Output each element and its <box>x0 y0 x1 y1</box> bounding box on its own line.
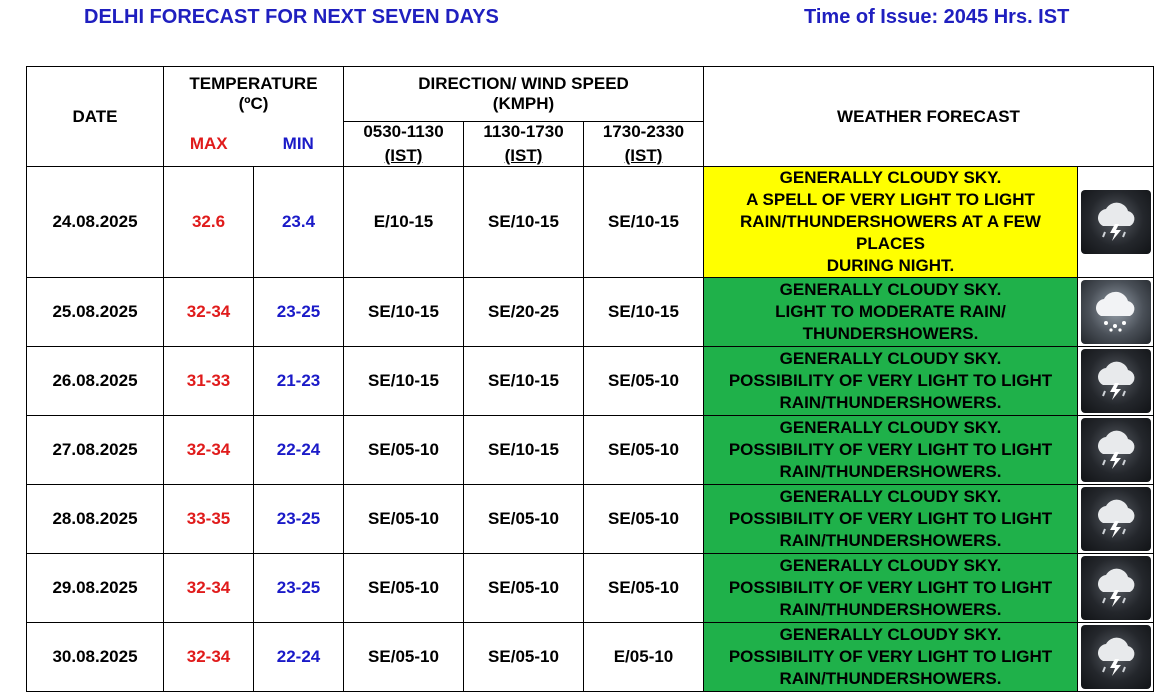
date-cell: 28.08.2025 <box>27 485 164 554</box>
wind-slot3-cell: SE/05-10 <box>584 554 704 623</box>
wind-slot2-cell: SE/05-10 <box>464 554 584 623</box>
wind-slot3-cell: E/05-10 <box>584 623 704 692</box>
forecast-line: GENERALLY CLOUDY SKY. <box>779 280 1002 299</box>
min-header: MIN <box>254 122 344 167</box>
forecast-line: RAIN/THUNDERSHOWERS. <box>779 462 1002 481</box>
forecast-line: POSSIBILITY OF VERY LIGHT TO LIGHT <box>728 440 1053 459</box>
date-cell: 24.08.2025 <box>27 167 164 278</box>
weather-icon-cell <box>1078 167 1154 278</box>
date-header: DATE <box>27 67 164 167</box>
forecast-line: GENERALLY CLOUDY SKY. <box>779 625 1002 644</box>
wind-slot1-cell: SE/10-15 <box>344 278 464 347</box>
date-cell: 27.08.2025 <box>27 416 164 485</box>
wind-slot1-cell: E/10-15 <box>344 167 464 278</box>
issue-time: Time of Issue: 2045 Hrs. IST <box>804 6 1070 28</box>
wind-header-line2: (KMPH) <box>492 94 555 113</box>
weather-icon-cell <box>1078 278 1154 347</box>
forecast-line: GENERALLY CLOUDY SKY. <box>779 349 1002 368</box>
slot3-time: 1730-2330 <box>602 122 685 141</box>
slot1-header <box>344 122 464 167</box>
forecast-line: DURING NIGHT. <box>826 256 955 275</box>
max-header: MAX <box>164 122 254 167</box>
wind-slot2-cell: SE/10-15 <box>464 167 584 278</box>
min-temp-cell: 21-23 <box>254 347 344 416</box>
thunderstorm-icon <box>1081 625 1151 689</box>
forecast-table <box>26 66 1154 692</box>
min-temp-cell: 22-24 <box>254 416 344 485</box>
wind-slot1-cell: SE/10-15 <box>344 347 464 416</box>
max-temp-cell: 33-35 <box>164 485 254 554</box>
temperature-header-line2: (ºC) <box>238 94 269 114</box>
wind-slot3-cell: SE/10-15 <box>584 167 704 278</box>
forecast-line: GENERALLY CLOUDY SKY. <box>779 556 1002 575</box>
weather-icon-cell <box>1078 416 1154 485</box>
date-cell: 30.08.2025 <box>27 623 164 692</box>
forecast-line: RAIN/THUNDERSHOWERS AT A FEW PLACES <box>740 212 1041 253</box>
forecast-line: POSSIBILITY OF VERY LIGHT TO LIGHT <box>728 647 1053 666</box>
slot2-ist: (IST) <box>504 146 543 165</box>
forecast-line: RAIN/THUNDERSHOWERS. <box>779 393 1002 412</box>
forecast-text-cell <box>704 347 1078 416</box>
forecast-text-cell <box>704 554 1078 623</box>
table-row <box>27 623 1154 692</box>
forecast-line: RAIN/THUNDERSHOWERS. <box>779 600 1002 619</box>
wind-header-line1: DIRECTION/ WIND SPEED <box>418 74 629 93</box>
wind-slot2-cell: SE/10-15 <box>464 347 584 416</box>
thunderstorm-icon <box>1081 556 1151 620</box>
wind-slot1-cell: SE/05-10 <box>344 554 464 623</box>
wind-slot3-cell: SE/05-10 <box>584 347 704 416</box>
min-temp-cell: 22-24 <box>254 623 344 692</box>
wind-slot1-cell: SE/05-10 <box>344 416 464 485</box>
forecast-line: POSSIBILITY OF VERY LIGHT TO LIGHT <box>728 509 1053 528</box>
slot1-time: 0530-1130 <box>363 122 444 141</box>
table-row <box>27 347 1154 416</box>
min-temp-cell: 23.4 <box>254 167 344 278</box>
min-temp-cell: 23-25 <box>254 554 344 623</box>
thunderstorm-icon <box>1081 418 1151 482</box>
forecast-text-cell <box>704 485 1078 554</box>
min-temp-cell: 23-25 <box>254 278 344 347</box>
weather-icon-cell <box>1078 554 1154 623</box>
max-temp-cell: 32-34 <box>164 623 254 692</box>
table-row <box>27 416 1154 485</box>
forecast-line: GENERALLY CLOUDY SKY. <box>779 168 1002 187</box>
slot2-time: 1130-1730 <box>483 122 564 141</box>
wind-slot3-cell: SE/05-10 <box>584 485 704 554</box>
forecast-line: RAIN/THUNDERSHOWERS. <box>779 669 1002 688</box>
min-temp-cell: 23-25 <box>254 485 344 554</box>
page-title: DELHI FORECAST FOR NEXT SEVEN DAYS <box>84 6 499 28</box>
wind-header <box>344 67 704 122</box>
wind-slot2-cell: SE/20-25 <box>464 278 584 347</box>
forecast-text-cell <box>704 278 1078 347</box>
max-temp-cell: 32-34 <box>164 278 254 347</box>
wind-slot1-cell: SE/05-10 <box>344 485 464 554</box>
wind-slot2-cell: SE/05-10 <box>464 485 584 554</box>
temperature-header <box>164 67 344 122</box>
weather-icon-cell <box>1078 485 1154 554</box>
wind-slot3-cell: SE/10-15 <box>584 278 704 347</box>
table-row <box>27 278 1154 347</box>
forecast-line: GENERALLY CLOUDY SKY. <box>779 418 1002 437</box>
forecast-text-cell <box>704 416 1078 485</box>
max-temp-cell: 32.6 <box>164 167 254 278</box>
weather-icon-cell <box>1078 623 1154 692</box>
forecast-line: A SPELL OF VERY LIGHT TO LIGHT <box>746 190 1035 209</box>
slot3-header <box>584 122 704 167</box>
date-cell: 26.08.2025 <box>27 347 164 416</box>
max-temp-cell: 32-34 <box>164 554 254 623</box>
wind-slot2-cell: SE/10-15 <box>464 416 584 485</box>
slot3-ist: (IST) <box>624 146 663 165</box>
thunderstorm-icon <box>1081 349 1151 413</box>
forecast-text-cell <box>704 167 1078 278</box>
forecast-line: LIGHT TO MODERATE RAIN/ <box>775 302 1006 321</box>
temperature-header-line1: TEMPERATURE <box>189 74 318 94</box>
max-temp-cell: 31-33 <box>164 347 254 416</box>
max-temp-cell: 32-34 <box>164 416 254 485</box>
forecast-line: THUNDERSHOWERS. <box>802 324 979 343</box>
wind-slot3-cell: SE/05-10 <box>584 416 704 485</box>
wind-slot2-cell: SE/05-10 <box>464 623 584 692</box>
forecast-line: POSSIBILITY OF VERY LIGHT TO LIGHT <box>728 578 1053 597</box>
date-cell: 29.08.2025 <box>27 554 164 623</box>
rain-cloud-icon <box>1081 280 1151 344</box>
forecast-text-cell <box>704 623 1078 692</box>
forecast-line: POSSIBILITY OF VERY LIGHT TO LIGHT <box>728 371 1053 390</box>
weather-forecast-header: WEATHER FORECAST <box>704 67 1154 167</box>
slot1-ist: (IST) <box>384 146 423 165</box>
thunderstorm-icon <box>1081 487 1151 551</box>
table-row <box>27 485 1154 554</box>
date-cell: 25.08.2025 <box>27 278 164 347</box>
forecast-line: GENERALLY CLOUDY SKY. <box>779 487 1002 506</box>
weather-icon-cell <box>1078 347 1154 416</box>
forecast-line: RAIN/THUNDERSHOWERS. <box>779 531 1002 550</box>
thunderstorm-icon <box>1081 190 1151 254</box>
table-row <box>27 554 1154 623</box>
table-row <box>27 167 1154 278</box>
slot2-header <box>464 122 584 167</box>
wind-slot1-cell: SE/05-10 <box>344 623 464 692</box>
